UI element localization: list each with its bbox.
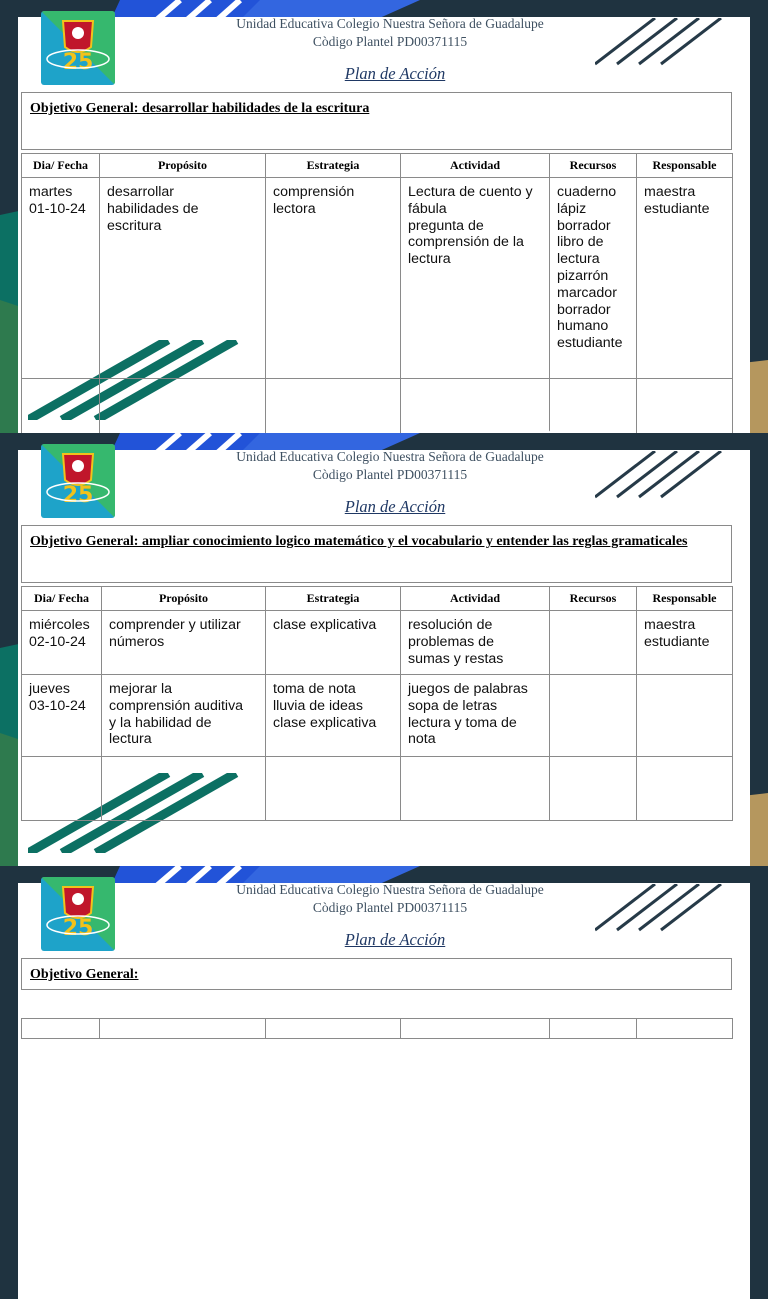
cell-responsable: maestra estudiante (637, 611, 733, 675)
table-header-row (22, 1019, 733, 1039)
table-row (22, 178, 733, 379)
cell-recursos: cuaderno lápiz borrador libro de lectura pizarrón marcador borrador humano estudiante (550, 178, 637, 379)
cell-fecha: jueves 03-10-24 (22, 675, 102, 757)
cell-actividad: juegos de palabras sopa de letras lectura y toma de nota (401, 675, 550, 757)
column-header: Responsable (637, 154, 733, 178)
page-title: Plan de Acción (344, 64, 446, 83)
cell-actividad: Lectura de cuento y fábula pregunta de comprensión de la lectura (401, 178, 550, 379)
decorative-stripes-icon (595, 18, 725, 68)
table-header-row (22, 154, 733, 178)
column-header: Actividad (401, 154, 550, 178)
cell-responsable (637, 675, 733, 757)
cell-fecha: miércoles 02-10-24 (22, 611, 102, 675)
document-page-2 (0, 433, 768, 866)
column-header: Estrategia (266, 587, 401, 611)
school-code: Còdigo Plantel PD00371115 (312, 900, 468, 915)
cell-estrategia: toma de nota lluvia de ideas clase explicativa (266, 675, 401, 757)
page-title: Plan de Acción (344, 497, 446, 516)
school-logo (41, 11, 115, 85)
action-plan-table (21, 1018, 733, 1039)
school-name: Unidad Educativa Colegio Nuestra Señora de Guadalupe (236, 882, 544, 897)
table-row (22, 675, 733, 757)
column-header: Responsable (637, 587, 733, 611)
svg-text:25: 25 (62, 916, 94, 941)
column-header: Recursos (550, 154, 637, 178)
cell-fecha: martes 01-10-24 (22, 178, 100, 379)
cell-recursos (550, 675, 637, 757)
cell-actividad: resolución de problemas de sumas y restas (401, 611, 550, 675)
column-header: Propósito (102, 587, 266, 611)
table-header-row (22, 587, 733, 611)
school-name: Unidad Educativa Colegio Nuestra Señora de Guadalupe (236, 16, 544, 31)
document-page-3 (0, 866, 768, 1299)
school-logo (41, 444, 115, 518)
school-code: Còdigo Plantel PD00371115 (312, 34, 468, 49)
column-header: Dia/ Fecha (22, 154, 100, 178)
cell-recursos (550, 611, 637, 675)
decorative-stripes-icon (595, 451, 725, 501)
svg-text:25: 25 (62, 50, 94, 75)
table-row-empty (22, 757, 733, 821)
cell-estrategia: comprensión lectora (266, 178, 401, 379)
objective-box: Objetivo General: (21, 958, 732, 990)
action-plan-table (21, 586, 733, 821)
school-code: Còdigo Plantel PD00371115 (312, 467, 468, 482)
cell-proposito: comprender y utilizar números (102, 611, 266, 675)
column-header: Actividad (401, 587, 550, 611)
action-plan-table (21, 153, 733, 433)
svg-text:25: 25 (62, 483, 94, 508)
page-title: Plan de Acción (344, 930, 446, 949)
school-logo (41, 877, 115, 951)
decorative-stripes-icon (595, 884, 725, 934)
objective-box: Objetivo General: ampliar conocimiento logico matemático y el vocabulario y entender las reglas gramaticales (21, 525, 732, 583)
cell-estrategia: clase explicativa (266, 611, 401, 675)
table-row (22, 611, 733, 675)
cell-proposito: desarrollar habilidades de escritura (100, 178, 266, 379)
column-header: Recursos (550, 587, 637, 611)
objective-box: Objetivo General: desarrollar habilidades de la escritura (21, 92, 732, 150)
cell-responsable: maestra estudiante (637, 178, 733, 379)
column-header: Dia/ Fecha (22, 587, 102, 611)
decorative-stripes-icon (540, 847, 650, 866)
document-page-1 (0, 0, 768, 433)
column-header: Propósito (100, 154, 266, 178)
school-name: Unidad Educativa Colegio Nuestra Señora de Guadalupe (236, 449, 544, 464)
column-header: Estrategia (266, 154, 401, 178)
decorative-stripes-icon (540, 414, 650, 433)
cell-proposito: mejorar la comprensión auditiva y la habilidad de lectura (102, 675, 266, 757)
